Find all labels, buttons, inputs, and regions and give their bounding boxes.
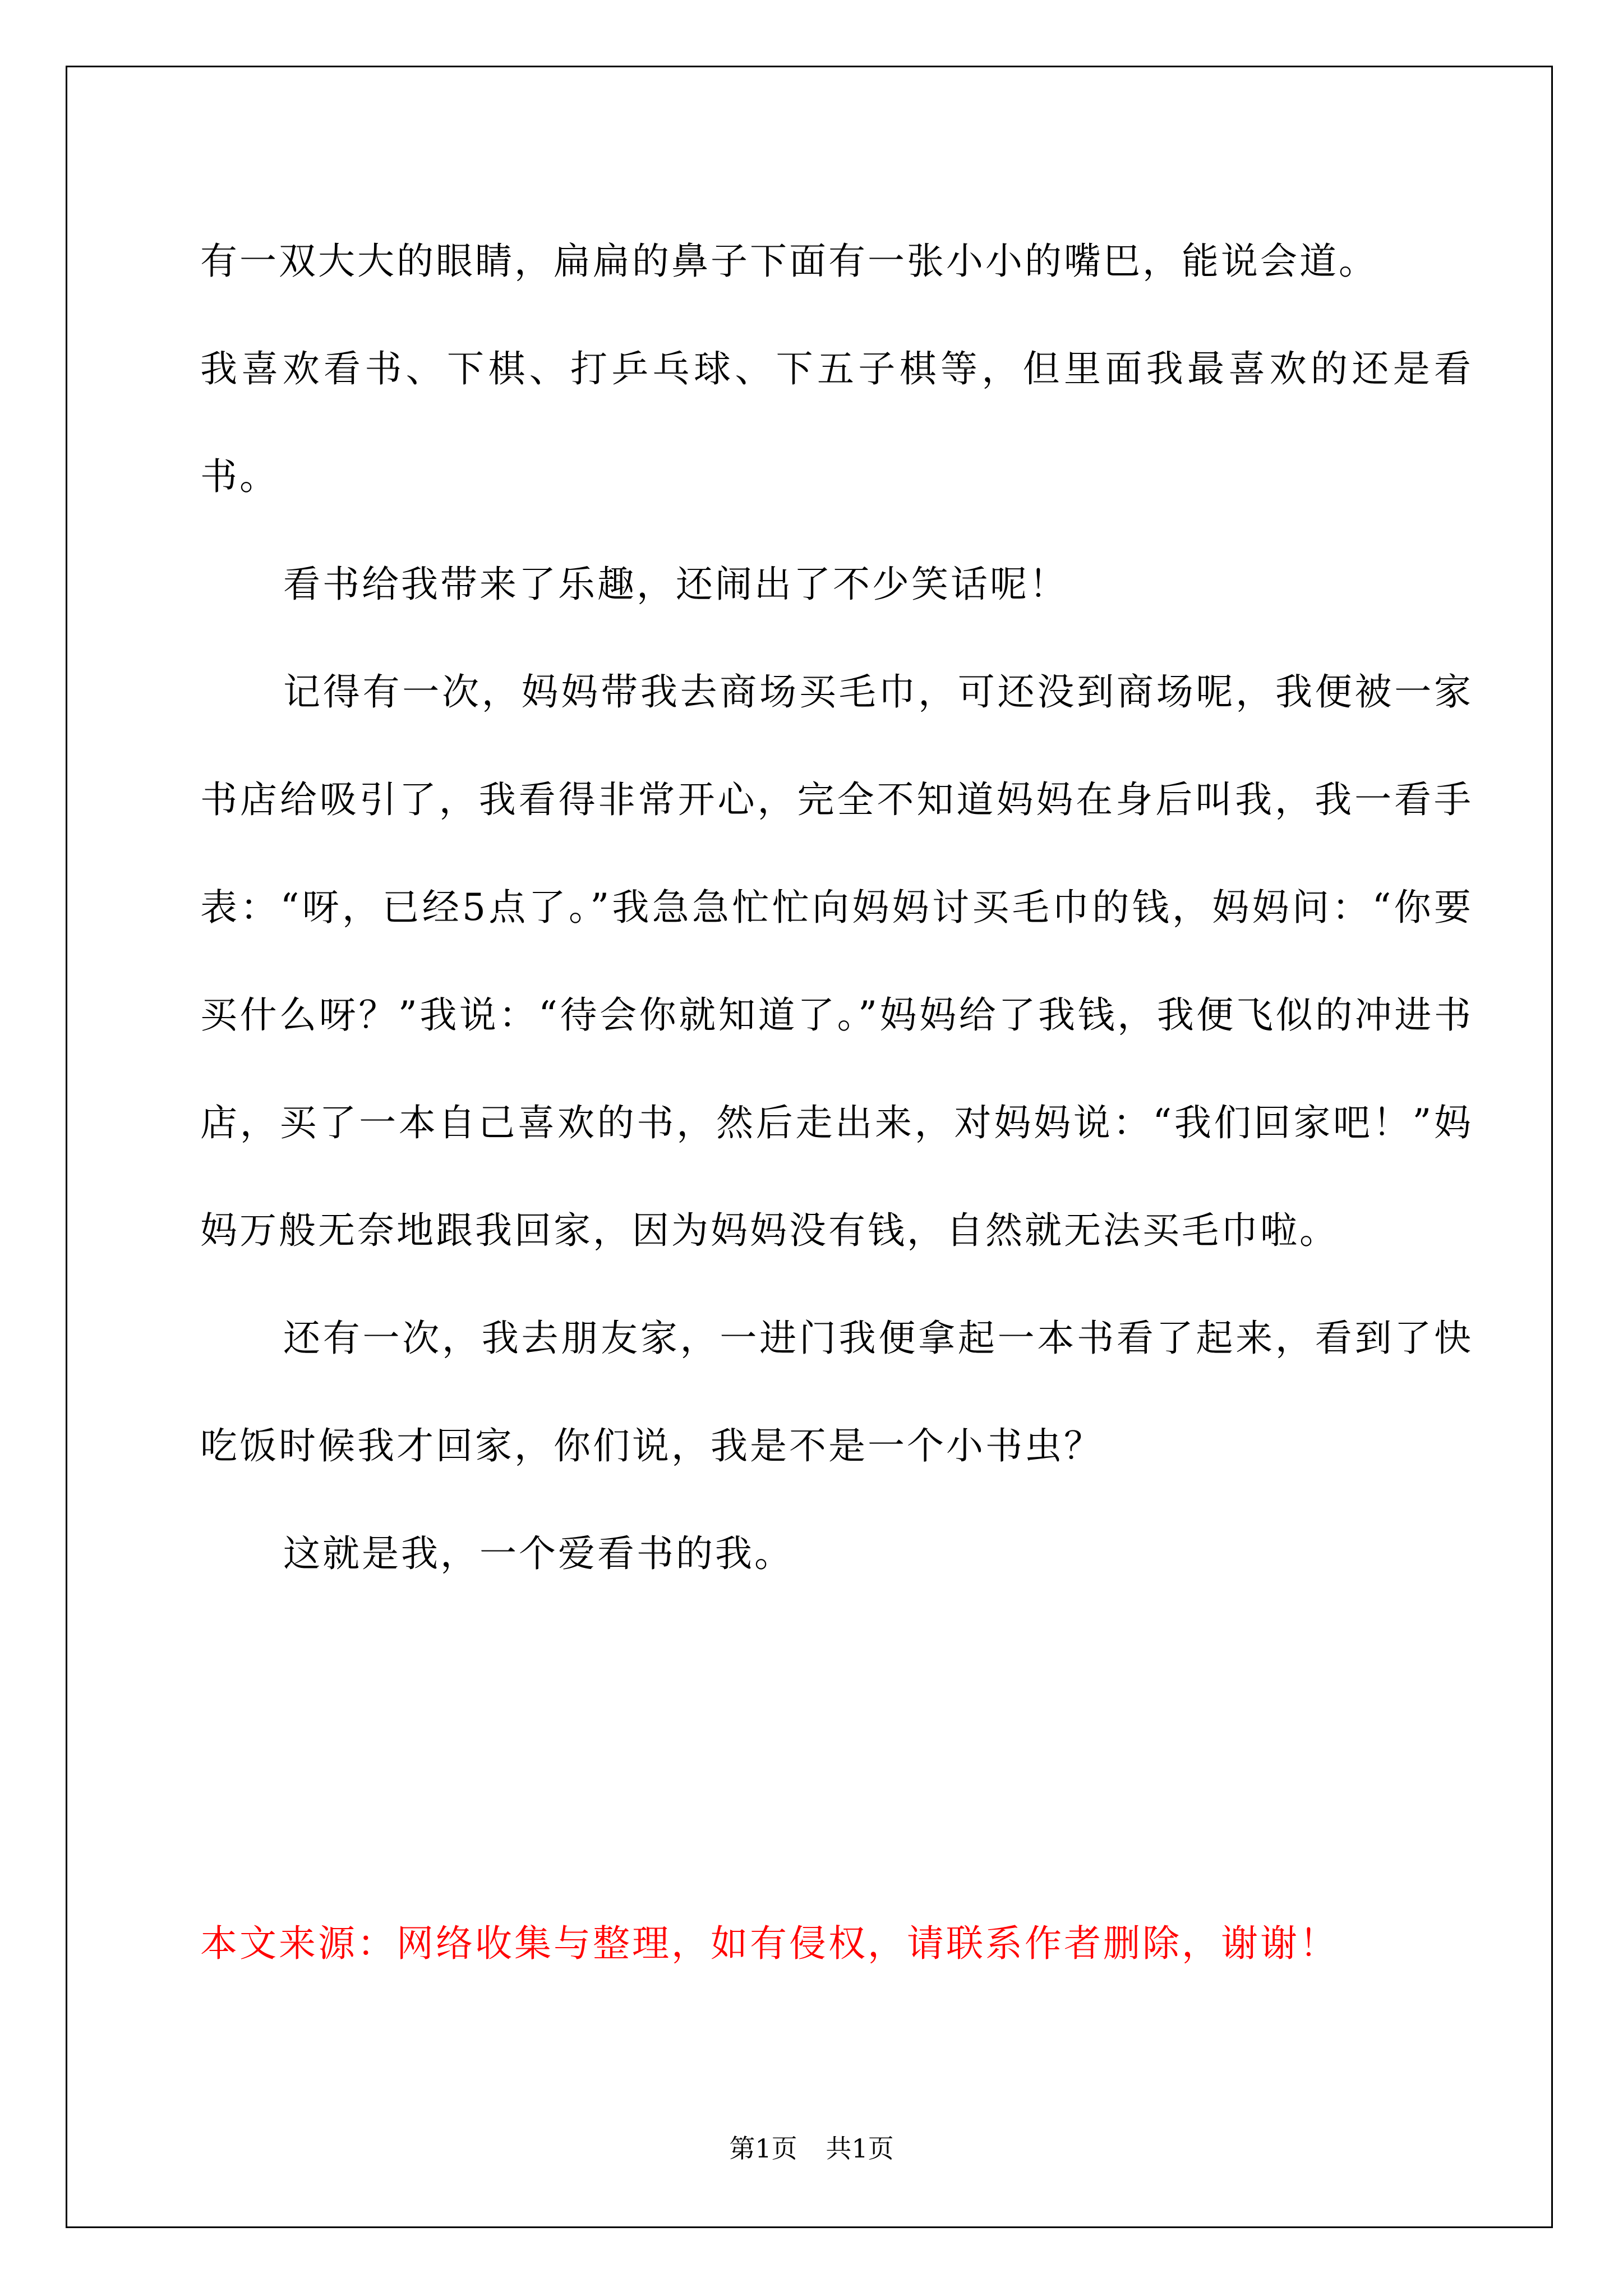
- paragraph-2: 我喜欢看书、下棋、打乒乓球、下五子棋等，但里面我最喜欢的还是看书。: [200, 347, 1473, 498]
- paragraph-6: 这就是我，一个爱看书的我。: [283, 1532, 794, 1575]
- paragraph-4: 记得有一次，妈妈带我去商场买毛巾，可还没到商场呢，我便被一家书店给吸引了，我看得非常开心，完全不知道妈妈在身后叫我，我一看手表：“呀，已经5点了。”我急急忙忙向妈妈讨买毛巾的钱，妈妈问：“你要买什么呀？”我说：“待会你就知道了。”妈妈给了我钱，我便飞似的冲进书店，买了一本自己喜欢的书，然后走出来，对妈妈说：“我们回家吧！”妈妈万般无奈地跟我回家，因为妈妈没有钱，自然就无法买毛巾啦。: [200, 670, 1473, 1252]
- source-note: 本文来源：网络收集与整理，如有侵权，请联系作者删除，谢谢！: [200, 1922, 1339, 1965]
- paragraph-3: 看书给我带来了乐趣，还闹出了不少笑话呢！: [283, 563, 1068, 606]
- page-footer: [0, 2132, 1623, 2165]
- paragraph-1: 有一双大大的眼睛，扁扁的鼻子下面有一张小小的嘴巴，能说会道。: [200, 240, 1378, 283]
- paragraph-5: 还有一次，我去朋友家，一进门我便拿起一本书看了起来，看到了快吃饭时候我才回家，你们说，我是不是一个小书虫？: [200, 1317, 1473, 1467]
- page-number-current: 第1页: [729, 2133, 797, 2164]
- document-body: [200, 208, 1473, 1608]
- page-number-total: 共1页: [826, 2133, 894, 2164]
